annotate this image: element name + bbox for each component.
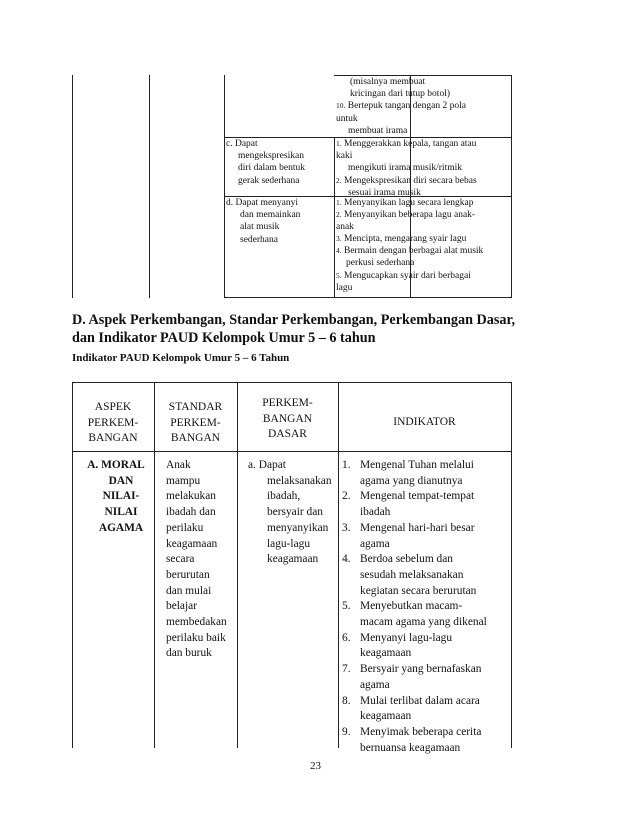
standar-line: dan mulai — [166, 584, 212, 597]
table-border — [72, 382, 512, 383]
dasar-line: gerak sederhana — [238, 175, 300, 186]
indikator-line: Mencipta, mengarang syair lagu — [344, 234, 467, 245]
item-number: 8. — [342, 694, 351, 707]
indikator-line: Berdoa sebelum dan — [360, 553, 453, 566]
table-border — [72, 451, 512, 452]
item-number: 9. — [342, 725, 351, 738]
indikator-line: Mengenal tempat-tempat — [360, 490, 475, 503]
indikator-line: Menyanyikan lagu secara lengkap — [344, 198, 474, 208]
header-indikator — [338, 415, 511, 431]
continuation-table — [72, 75, 512, 298]
header-line: BANGAN — [262, 412, 313, 425]
header-line: BANGAN — [88, 432, 138, 444]
item-number: 7. — [342, 663, 351, 676]
section-heading — [72, 311, 572, 347]
indikator-line: macam agama yang dikenal — [360, 616, 487, 629]
indikator-list — [342, 458, 487, 756]
section-heading-line: D. Aspek Perkembangan, Standar Perkembangan, Perkembangan Dasar, — [72, 312, 516, 328]
item-number: 1. — [336, 139, 342, 148]
indikator-cell — [336, 138, 477, 199]
table-border — [72, 75, 73, 298]
list-item — [342, 521, 487, 552]
standar-line: melakukan — [166, 490, 216, 503]
header-line: BANGAN — [170, 432, 221, 444]
aspek-line: DAN — [108, 474, 134, 487]
table-border — [149, 75, 150, 298]
dasar-cell — [226, 197, 300, 246]
indikator-line: Bermain dengan berbagai alat musik — [344, 246, 484, 257]
item-number: 6. — [342, 631, 351, 644]
aspek-line: NILAI- — [102, 490, 140, 503]
header-line: ASPEK — [94, 401, 132, 413]
indikator-line: agama yang dianutnya — [360, 474, 463, 487]
indikator-line: keagamaan — [360, 710, 412, 723]
table-border — [511, 382, 512, 748]
indikator-table — [72, 382, 512, 754]
indikator-line: Menyanyikan beberapa lagu anak- — [344, 210, 476, 221]
dasar-line: sederhana — [240, 234, 278, 245]
page-number: 23 — [310, 760, 321, 772]
item-number: 4. — [336, 246, 342, 256]
list-item — [342, 458, 487, 489]
list-item — [342, 662, 487, 693]
indikator-line: perkusi sederhana — [346, 258, 415, 269]
indikator-line: Menggerakkan kepala, tangan atau — [344, 139, 477, 149]
dasar-cell — [226, 138, 305, 187]
item-number: 3. — [342, 521, 351, 534]
aspek-cell — [80, 458, 152, 537]
indikator-line: Menyimak beberapa cerita — [360, 725, 482, 738]
indikator-line: agama — [360, 678, 390, 691]
standar-line: keagamaan — [166, 537, 218, 550]
dasar-line: a. Dapat — [248, 459, 286, 471]
standar-line: secara — [166, 553, 195, 566]
dasar-line: keagamaan — [267, 553, 319, 566]
table-border — [334, 137, 335, 298]
indikator-cell — [336, 197, 483, 294]
indikator-line: bernuansa keagamaan — [360, 741, 461, 754]
indikator-line: untuk — [336, 113, 358, 124]
table-border — [338, 382, 339, 748]
standar-line: mampu — [166, 474, 201, 487]
standar-line: belajar — [166, 600, 197, 613]
indikator-line: keagamaan — [360, 647, 412, 660]
dasar-line: melaksanakan — [267, 474, 332, 487]
header-line: STANDAR — [168, 401, 223, 413]
item-number: 5. — [336, 270, 342, 280]
header-line: PERKEM- — [170, 416, 221, 429]
header-dasar — [237, 396, 338, 443]
item-number: 2. — [336, 175, 342, 185]
dasar-line: ibadah, — [267, 490, 301, 503]
table-border — [224, 75, 225, 298]
aspek-line: A. MORAL — [87, 459, 145, 471]
standar-line: membedakan — [166, 616, 227, 629]
indikator-line: Bersyair yang bernafaskan — [360, 663, 482, 676]
indikator-line: mengikuti irama musik/ritmik — [348, 163, 462, 174]
section-heading-line: dan Indikator PAUD Kelompok Umur 5 – 6 tahun — [72, 330, 376, 346]
header-aspek — [72, 400, 154, 447]
standar-line: Anak — [166, 459, 191, 471]
header-line: PERKEM- — [87, 416, 139, 429]
indikator-line: sesudah melaksanakan — [360, 568, 464, 581]
standar-line: ibadah dan — [166, 506, 216, 519]
standar-cell — [166, 458, 227, 662]
item-number: 5. — [342, 600, 351, 613]
dasar-cell — [248, 458, 332, 568]
header-line: PERKEM- — [262, 397, 313, 409]
indikator-line: Mengenal hari-hari besar — [360, 521, 475, 534]
standar-line: perilaku — [166, 521, 204, 534]
indikator-line: kegiatan secara berurutan — [360, 584, 477, 597]
list-item — [342, 631, 487, 662]
dasar-line: lagu-lagu — [267, 537, 311, 550]
indikator-line: (misalnya membuat — [350, 77, 426, 87]
header-line: INDIKATOR — [393, 416, 456, 428]
table-caption: Indikator PAUD Kelompok Umur 5 – 6 Tahun — [72, 352, 290, 364]
table-border — [224, 297, 512, 298]
indikator-line: kaki — [336, 151, 353, 162]
list-item — [342, 694, 487, 725]
dasar-line: d. Dapat menyanyi — [226, 198, 299, 208]
list-item — [342, 599, 487, 630]
indikator-cell — [336, 76, 466, 137]
indikator-line: membuat irama — [348, 125, 408, 136]
indikator-line: Mengenal Tuhan melalui — [360, 459, 474, 471]
header-line: DASAR — [268, 428, 307, 440]
item-number: 2. — [336, 210, 342, 220]
item-number: 10. — [336, 101, 346, 111]
aspek-line: AGAMA — [98, 521, 144, 534]
dasar-line: dan memainkan — [240, 210, 301, 221]
list-item — [342, 489, 487, 520]
item-number: 1. — [342, 459, 351, 471]
indikator-line: Menyanyi lagu-lagu — [360, 631, 453, 644]
indikator-line: Menyebutkan macam- — [360, 600, 463, 613]
standar-line: dan buruk — [166, 647, 212, 660]
table-border — [511, 75, 512, 298]
indikator-line: Bertepuk tangan dengan 2 pola — [347, 101, 466, 112]
dasar-line: bersyair dan — [267, 506, 323, 519]
item-number: 2. — [342, 490, 351, 503]
item-number: 3. — [336, 234, 342, 244]
indikator-line: anak — [336, 222, 354, 233]
list-item — [342, 725, 487, 756]
dasar-line: mengekspresikan — [238, 151, 304, 162]
standar-line: perilaku baik — [166, 631, 226, 644]
indikator-line: kricingan dari tutup botol) — [350, 89, 450, 100]
indikator-line: lagu — [336, 282, 353, 293]
aspek-line: NILAI — [104, 506, 138, 519]
list-item — [342, 552, 487, 599]
indikator-line: Mengucapkan syair dari berbagai — [344, 270, 471, 281]
dasar-line: menyanyikan — [267, 521, 329, 534]
header-standar — [154, 400, 237, 447]
item-number: 1. — [336, 198, 342, 207]
dasar-line: c. Dapat — [226, 139, 258, 149]
dasar-line: alat musik — [240, 222, 280, 233]
indikator-line: agama — [360, 537, 390, 550]
dasar-line: diri dalam bentuk — [238, 163, 306, 174]
indikator-line: ibadah — [360, 506, 391, 519]
standar-line: berurutan — [166, 568, 210, 581]
item-number: 4. — [342, 553, 351, 566]
indikator-line: sesuai irama musik — [348, 187, 421, 198]
indikator-line: Mengekspresikan diri secara bebas — [344, 175, 477, 186]
indikator-line: Mulai terlibat dalam acara — [360, 694, 480, 707]
